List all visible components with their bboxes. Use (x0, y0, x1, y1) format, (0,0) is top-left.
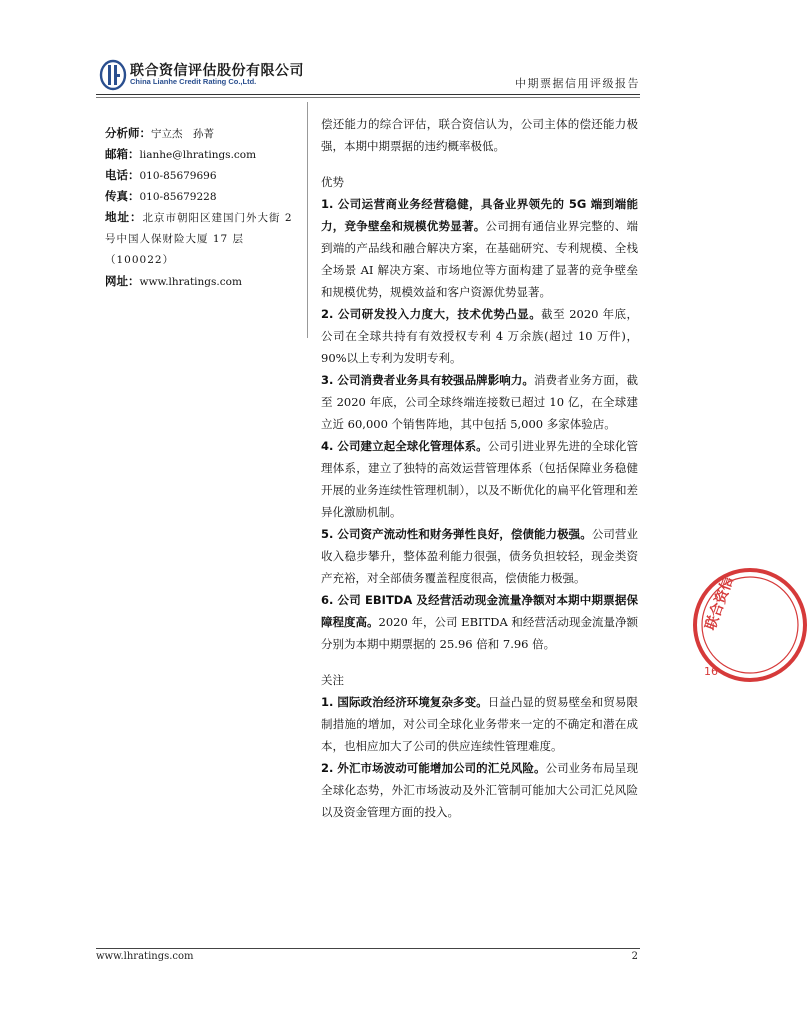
concern-body: 公司业务布局呈现全球化态势，外汇市场波动及外汇管制可能加大公司汇兑风险以及资金管理方面的投入。 (321, 761, 638, 819)
company-name-cn: 联合资信评估股份有限公司 (130, 63, 304, 79)
concerns-heading: 关注 (321, 673, 344, 687)
fax-label: 传真： (105, 189, 140, 203)
strength-head: 2. 公司研发投入力度大，技术优势凸显。 (321, 307, 542, 321)
header-divider-thin (96, 97, 640, 98)
footer-divider (96, 948, 640, 949)
intro-paragraph: 偿还能力的综合评估，联合资信认为，公司主体的偿还能力极强，本期中期票据的违约概率极低。 (321, 117, 638, 153)
analyst-value: 宁立杰 孙菁 (151, 128, 214, 140)
fax-value: 010-85679228 (139, 191, 217, 203)
website-row (105, 271, 301, 292)
company-seal-stamp (690, 565, 810, 685)
header-divider (96, 94, 640, 95)
strength-body: 截至 2020 年底，公司在全球共持有有效授权专利 4 万余族(超过 10 万件)，90%以上专利为发明专利。 (321, 307, 639, 365)
phone-row (105, 165, 301, 186)
concern-head: 1. 国际政治经济环境复杂多变。 (321, 695, 488, 709)
concern-item (321, 691, 638, 757)
footer-website[interactable]: www.lhratings.com (96, 951, 194, 962)
analyst-label: 分析师： (105, 126, 151, 140)
report-type: 中期票据信用评级报告 (515, 77, 640, 90)
concern-head: 2. 外汇市场波动可能增加公司的汇兑风险。 (321, 761, 546, 775)
strength-item (321, 369, 638, 435)
strength-body: 公司营业收入稳步攀升，整体盈利能力很强，债务负担较轻，现金类资产充裕，对全部债务覆盖程度很高，偿债能力极强。 (321, 527, 638, 585)
fax-row (105, 186, 301, 207)
lianhe-logo-icon (100, 60, 126, 90)
column-divider (307, 102, 308, 338)
address-value: 北京市朝阳区建国门外大街 2 号中国人保财险大厦 17 层（100022） (105, 212, 293, 266)
website-label: 网址： (105, 274, 140, 288)
concern-item (321, 757, 638, 823)
strength-item (321, 435, 638, 523)
email-value[interactable]: lianhe@lhratings.com (139, 149, 257, 161)
address-label: 地址： (105, 210, 143, 224)
strength-head: 1. 公司运营商业务经营稳健，具备业界领先的 5G 端到端能力，竞争壁垒和规模优势显著。 (321, 197, 638, 233)
contact-info (105, 123, 301, 292)
website-value[interactable]: www.lhratings.com (139, 276, 242, 288)
strength-item (321, 193, 638, 303)
address-row (105, 207, 301, 271)
strength-head: 3. 公司消费者业务具有较强品牌影响力。 (321, 373, 534, 387)
stamp-text: 联合资信 (702, 574, 737, 633)
strength-head: 5. 公司资产流动性和财务弹性良好，偿债能力极强。 (321, 527, 592, 541)
strength-item (321, 589, 638, 655)
page-number: 2 (631, 951, 638, 962)
stamp-code: 16 (704, 665, 718, 678)
concern-body: 日益凸显的贸易壁垒和贸易限制措施的增加，对公司全球化业务带来一定的不确定和潜在成本，也相应加大了公司的供应连续性管理难度。 (321, 695, 638, 753)
strength-item (321, 303, 638, 369)
strength-head: 6. 公司 EBITDA 及经营活动现金流量净额对本期中期票据保障程度高。 (321, 593, 638, 629)
company-name-en: China Lianhe Credit Rating Co.,Ltd. (130, 77, 257, 86)
email-row (105, 144, 301, 165)
main-content (321, 113, 638, 823)
email-label: 邮箱： (105, 147, 140, 161)
strength-body: 公司引进业界先进的全球化管理体系，建立了独特的高效运营管理体系（包括保障业务稳健开展的业务连续性管理机制），以及不断优化的扁平化管理和差异化激励机制。 (321, 439, 638, 519)
analyst-row (105, 123, 301, 144)
strength-body: 公司拥有通信业界完整的、端到端的产品线和融合解决方案，在基础研究、专利规模、全栈全场景 AI 解决方案、市场地位等方面构建了显著的竞争壁垒和规模优势，规模效益和客户资源优势显著。 (321, 219, 638, 299)
strength-head: 4. 公司建立起全球化管理体系。 (321, 439, 488, 453)
strength-body: 2020 年，公司 EBITDA 和经营活动现金流量净额分别为本期中期票据的 25.96 倍和 7.96 倍。 (321, 615, 638, 651)
phone-value: 010-85679696 (139, 170, 217, 182)
strength-body: 消费者业务方面，截至 2020 年底，公司全球终端连接数已超过 10 亿，在全球建立近 60,000 个销售阵地，其中包括 5,000 多家体验店。 (321, 373, 638, 431)
phone-label: 电话： (105, 168, 140, 182)
strength-item (321, 523, 638, 589)
company-logo (100, 60, 304, 90)
strengths-heading: 优势 (321, 175, 344, 189)
